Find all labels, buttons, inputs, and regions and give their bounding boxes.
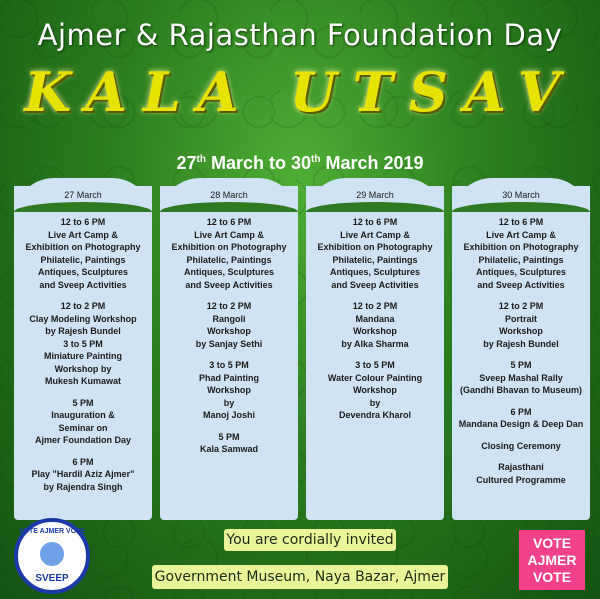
event-line: Live Art Camp & — [48, 229, 118, 240]
event-line: Workshop — [353, 385, 397, 395]
vote-line: VOTE — [532, 569, 572, 585]
event-block — [454, 440, 588, 453]
event-line: by Alka Sharma — [341, 338, 409, 349]
event-line: Workshop — [207, 326, 251, 336]
event-line: 12 to 2 PM — [206, 301, 252, 311]
event-block — [454, 300, 588, 350]
event-block — [16, 300, 150, 388]
event-line: Clay Modeling Workshop — [29, 313, 137, 324]
dates-middle: March to 30 — [205, 153, 311, 173]
event-line: Play "Hardil Aziz Ajmer" — [31, 469, 135, 479]
event-line: Exhibition on Photography — [463, 242, 579, 252]
day-panel — [306, 186, 444, 520]
vote-badge — [519, 530, 585, 590]
event-line: Mukesh Kumawat — [44, 376, 122, 386]
day-events — [16, 216, 150, 502]
event-line: and Sveep Activities — [185, 279, 273, 290]
event-line: Water Colour Painting — [327, 372, 423, 383]
bird-icon — [40, 542, 64, 566]
end-day-suffix: th — [311, 154, 321, 165]
event-line: 6 PM — [510, 406, 532, 417]
event-line: by Sanjay Sethi — [195, 338, 263, 349]
event-block — [308, 300, 442, 350]
event-line: Devendra Kharol — [338, 410, 412, 420]
event-line: by Rajendra Singh — [43, 481, 123, 492]
day-panel — [160, 186, 298, 520]
event-block — [454, 461, 588, 486]
event-line: 12 to 2 PM — [352, 301, 398, 311]
event-line: Antiques, Sculptures — [329, 267, 420, 277]
event-line: Philatelic, Paintings — [186, 254, 272, 265]
event-line: 5 PM — [72, 397, 94, 408]
event-line: 3 to 5 PM — [63, 338, 103, 349]
event-line: Rajasthani — [498, 462, 544, 472]
sveep-bottom-text: SVEEP — [35, 573, 69, 584]
day-events — [162, 216, 296, 465]
event-line: Seminar on — [58, 422, 108, 433]
event-line: Antiques, Sculptures — [475, 267, 566, 277]
event-line: and Sveep Activities — [39, 279, 127, 290]
event-line: Workshop by — [54, 363, 112, 374]
start-day: 27 — [176, 153, 197, 173]
event-line: 12 to 2 PM — [498, 301, 544, 311]
event-line: Exhibition on Photography — [317, 242, 433, 252]
event-block — [454, 406, 588, 431]
vote-line: AJMER — [527, 552, 577, 568]
event-line: Live Art Camp & — [340, 229, 410, 240]
event-line: and Sveep Activities — [477, 279, 565, 290]
event-line: Antiques, Sculptures — [183, 267, 274, 277]
event-block — [308, 359, 442, 422]
event-line: Philatelic, Paintings — [478, 254, 564, 265]
day-panel — [452, 186, 590, 520]
event-line: Inauguration & — [51, 410, 115, 420]
event-line: 5 PM — [510, 360, 532, 370]
event-line: Philatelic, Paintings — [40, 254, 126, 265]
event-dates — [0, 153, 600, 174]
event-line: Kala Samwad — [199, 444, 259, 454]
event-line: Manoj Joshi — [202, 410, 255, 420]
sveep-top-text: VOTE AJMER VOTE — [18, 528, 86, 535]
event-line: Cultured Programme — [476, 474, 566, 485]
event-block — [162, 300, 296, 350]
event-name: KALA UTSAV — [24, 60, 576, 124]
event-block — [162, 216, 296, 291]
event-line: 6 PM — [72, 456, 94, 467]
event-line: Miniature Painting — [43, 351, 122, 361]
event-line: Portrait — [504, 313, 537, 324]
event-line: Ajmer Foundation Day — [34, 435, 131, 445]
event-line: Workshop — [499, 326, 543, 336]
day-date: 30 March — [502, 190, 540, 200]
event-line: 12 to 6 PM — [352, 217, 398, 227]
event-block — [308, 216, 442, 291]
day-events — [454, 216, 588, 495]
day-events — [308, 216, 442, 431]
event-line: Live Art Camp & — [194, 229, 264, 240]
event-block — [162, 359, 296, 422]
event-block — [16, 397, 150, 447]
event-line: Antiques, Sculptures — [37, 267, 128, 277]
event-line: 3 to 5 PM — [355, 360, 395, 370]
event-line: Exhibition on Photography — [171, 242, 287, 252]
vote-line: VOTE — [532, 535, 572, 551]
event-line: Exhibition on Photography — [25, 242, 141, 252]
page-title: Ajmer & Rajasthan Foundation Day — [37, 18, 563, 52]
event-line: Sveep Mashal Rally — [479, 372, 563, 383]
event-line: Phad Painting — [198, 372, 259, 383]
event-line: by — [369, 397, 381, 408]
event-line: 12 to 6 PM — [206, 217, 252, 227]
venue-banner: Government Museum, Naya Bazar, Ajmer — [152, 565, 448, 589]
event-line: Closing Ceremony — [481, 440, 561, 451]
event-line: Mandana — [355, 313, 395, 324]
event-line: Live Art Camp & — [486, 229, 556, 240]
event-block — [16, 456, 150, 494]
event-block — [454, 359, 588, 397]
event-line: 3 to 5 PM — [209, 360, 249, 370]
invitation-banner: You are cordially invited — [224, 529, 396, 551]
event-line: 12 to 6 PM — [498, 217, 544, 227]
event-block — [162, 431, 296, 456]
event-line: by Rajesh Bundel — [45, 326, 121, 336]
day-panel — [14, 186, 152, 520]
event-line: by — [223, 397, 235, 408]
day-date: 28 March — [210, 190, 248, 200]
sveep-logo — [14, 518, 90, 594]
event-line: 12 to 2 PM — [60, 301, 106, 311]
event-line: Workshop — [353, 326, 397, 336]
event-line: Mandana Design & Deep Dan — [458, 419, 584, 429]
day-date: 27 March — [64, 190, 102, 200]
dates-end: March 2019 — [320, 153, 424, 173]
event-block — [454, 216, 588, 291]
event-line: and Sveep Activities — [331, 279, 419, 290]
event-line: Philatelic, Paintings — [332, 254, 418, 265]
start-day-suffix: th — [196, 154, 206, 165]
event-line: 12 to 6 PM — [60, 217, 106, 227]
event-line: by Rajesh Bundel — [483, 338, 559, 349]
event-line: (Gandhi Bhavan to Museum) — [459, 385, 582, 395]
event-line: Workshop — [207, 385, 251, 395]
event-line: 5 PM — [218, 431, 240, 442]
event-line: Rangoli — [212, 313, 246, 324]
event-block — [16, 216, 150, 291]
day-date: 29 March — [356, 190, 394, 200]
